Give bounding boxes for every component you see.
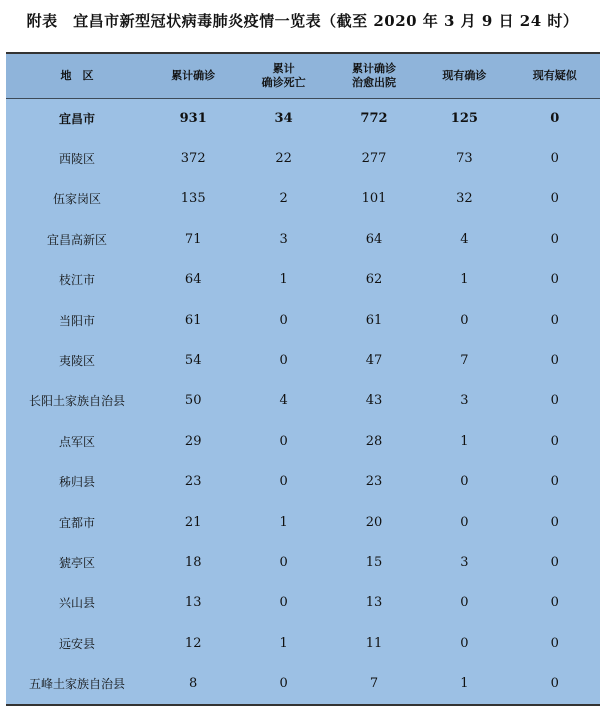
cumulative-deaths-cell: 0 bbox=[279, 433, 288, 449]
current-suspected-cell: 0 bbox=[550, 433, 559, 449]
cumulative-confirmed-cell: 931 bbox=[179, 110, 207, 126]
cumulative-confirmed-cell: 18 bbox=[184, 554, 202, 570]
cumulative-recovered-cell: 43 bbox=[365, 393, 383, 409]
header-current-confirmed-label: 现有确诊 bbox=[442, 68, 487, 82]
cumulative-confirmed-cell: 64 bbox=[184, 272, 202, 288]
header-cumulative-confirmed bbox=[148, 54, 238, 98]
cumulative-confirmed-cell: 135 bbox=[180, 191, 206, 207]
current-suspected-cell: 0 bbox=[550, 514, 559, 530]
current-confirmed-cell: 32 bbox=[456, 191, 473, 207]
cumulative-recovered-cell: 20 bbox=[365, 514, 383, 530]
region-cell: 伍家岗区 bbox=[52, 192, 101, 207]
cumulative-deaths-cell: 0 bbox=[279, 474, 288, 490]
cumulative-deaths-cell: 0 bbox=[279, 353, 288, 369]
region-cell: 宜都市 bbox=[58, 515, 95, 530]
current-confirmed-cell: 0 bbox=[460, 514, 469, 530]
table-row bbox=[6, 219, 600, 259]
cumulative-confirmed-cell: 21 bbox=[184, 514, 202, 530]
current-confirmed-cell: 0 bbox=[460, 635, 469, 651]
region-cell: 西陵区 bbox=[58, 152, 95, 167]
table-row bbox=[6, 421, 600, 461]
current-suspected-cell: 0 bbox=[550, 353, 559, 369]
cumulative-recovered-cell: 13 bbox=[365, 595, 383, 611]
current-suspected-cell: 0 bbox=[550, 474, 559, 490]
current-confirmed-cell: 1 bbox=[460, 272, 469, 288]
cumulative-recovered-cell: 62 bbox=[365, 272, 383, 288]
region-cell: 点军区 bbox=[58, 434, 95, 449]
current-confirmed-cell: 73 bbox=[456, 151, 473, 167]
current-suspected-cell: 0 bbox=[550, 595, 559, 611]
cumulative-deaths-cell: 34 bbox=[274, 110, 293, 126]
table-row-total bbox=[6, 98, 600, 138]
cumulative-recovered-cell: 772 bbox=[360, 110, 388, 126]
region-cell: 宜昌市 bbox=[58, 111, 95, 126]
table-row bbox=[6, 542, 600, 582]
current-confirmed-cell: 1 bbox=[460, 433, 469, 449]
table-row bbox=[6, 583, 600, 623]
cumulative-confirmed-cell: 29 bbox=[184, 433, 202, 449]
header-row bbox=[6, 54, 600, 98]
current-confirmed-cell: 0 bbox=[460, 474, 469, 490]
table-row bbox=[6, 138, 600, 178]
header-current-suspected-label: 现有疑似 bbox=[532, 68, 577, 82]
cumulative-confirmed-cell: 71 bbox=[184, 231, 202, 247]
cumulative-recovered-cell: 64 bbox=[365, 231, 383, 247]
cumulative-recovered-cell: 23 bbox=[365, 474, 383, 490]
header-current-confirmed bbox=[419, 54, 509, 98]
current-suspected-cell: 0 bbox=[550, 191, 559, 207]
cumulative-recovered-cell: 101 bbox=[361, 191, 387, 207]
header-cumulative-confirmed-label: 累计确诊 bbox=[171, 68, 216, 82]
cumulative-deaths-cell: 22 bbox=[275, 151, 292, 167]
region-cell: 长阳土家族自治县 bbox=[28, 394, 125, 409]
current-suspected-cell: 0 bbox=[550, 312, 559, 328]
cumulative-deaths-cell: 4 bbox=[279, 393, 288, 409]
epidemic-table-container bbox=[6, 52, 600, 706]
current-confirmed-cell: 125 bbox=[450, 110, 478, 126]
cumulative-deaths-cell: 1 bbox=[279, 635, 288, 651]
region-cell: 猇亭区 bbox=[58, 555, 95, 570]
region-cell: 兴山县 bbox=[58, 596, 95, 611]
table-header bbox=[6, 54, 600, 98]
header-cumulative-deaths bbox=[238, 54, 328, 98]
cumulative-confirmed-cell: 8 bbox=[189, 676, 198, 692]
cumulative-recovered-cell: 61 bbox=[365, 312, 383, 328]
table-row bbox=[6, 663, 600, 704]
cumulative-confirmed-cell: 12 bbox=[184, 635, 202, 651]
cumulative-recovered-cell: 28 bbox=[365, 433, 383, 449]
current-suspected-cell: 0 bbox=[550, 231, 559, 247]
header-cumulative-deaths-line2: 确诊死亡 bbox=[261, 75, 306, 89]
header-region bbox=[6, 54, 148, 98]
cumulative-confirmed-cell: 54 bbox=[184, 353, 202, 369]
cumulative-confirmed-cell: 372 bbox=[180, 151, 206, 167]
cumulative-confirmed-cell: 13 bbox=[184, 595, 202, 611]
cumulative-recovered-cell: 7 bbox=[369, 676, 379, 692]
header-cumulative-recovered-line2: 治愈出院 bbox=[351, 75, 396, 89]
cumulative-recovered-cell: 11 bbox=[365, 635, 383, 651]
region-cell: 宜昌高新区 bbox=[46, 232, 107, 247]
cumulative-confirmed-cell: 50 bbox=[184, 393, 202, 409]
cumulative-recovered-cell: 47 bbox=[365, 353, 383, 369]
current-confirmed-cell: 1 bbox=[460, 676, 469, 692]
table-row bbox=[6, 462, 600, 502]
table-row bbox=[6, 260, 600, 300]
region-cell: 枝江市 bbox=[58, 273, 95, 288]
current-suspected-cell: 0 bbox=[550, 272, 559, 288]
cumulative-confirmed-cell: 23 bbox=[184, 474, 202, 490]
cumulative-deaths-cell: 2 bbox=[279, 191, 288, 207]
table-row bbox=[6, 502, 600, 542]
current-confirmed-cell: 7 bbox=[460, 353, 469, 369]
current-confirmed-cell: 4 bbox=[460, 231, 469, 247]
region-cell: 夷陵区 bbox=[58, 354, 95, 369]
header-current-suspected bbox=[510, 54, 600, 98]
epidemic-table bbox=[6, 54, 600, 704]
header-cumulative-recovered bbox=[329, 54, 419, 98]
current-suspected-cell: 0 bbox=[550, 393, 559, 409]
table-row bbox=[6, 300, 600, 340]
table-row bbox=[6, 179, 600, 219]
cumulative-deaths-cell: 3 bbox=[279, 231, 288, 247]
cumulative-deaths-cell: 0 bbox=[279, 554, 288, 570]
current-suspected-cell: 0 bbox=[550, 676, 559, 692]
current-confirmed-cell: 3 bbox=[460, 393, 469, 409]
cumulative-recovered-cell: 15 bbox=[365, 554, 383, 570]
table-row bbox=[6, 340, 600, 380]
region-cell: 秭归县 bbox=[58, 475, 95, 490]
cumulative-confirmed-cell: 61 bbox=[184, 312, 202, 328]
page-title: 附表 宜昌市新型冠状病毒肺炎疫情一览表（截至 2020 年 3 月 9 日 24 时） bbox=[26, 12, 579, 30]
table-row bbox=[6, 623, 600, 663]
current-suspected-cell: 0 bbox=[550, 554, 559, 570]
cumulative-deaths-cell: 1 bbox=[279, 514, 288, 530]
cumulative-deaths-cell: 0 bbox=[279, 595, 288, 611]
cumulative-deaths-cell: 0 bbox=[279, 312, 288, 328]
current-suspected-cell: 0 bbox=[550, 635, 559, 651]
region-cell: 远安县 bbox=[58, 636, 95, 651]
current-confirmed-cell: 0 bbox=[460, 595, 469, 611]
header-cumulative-recovered-line1: 累计确诊 bbox=[351, 61, 396, 75]
table-body bbox=[6, 98, 600, 704]
current-confirmed-cell: 3 bbox=[460, 554, 469, 570]
cumulative-recovered-cell: 277 bbox=[361, 151, 387, 167]
region-cell: 五峰土家族自治县 bbox=[28, 677, 125, 692]
current-suspected-cell: 0 bbox=[550, 151, 559, 167]
header-cumulative-deaths-line1: 累计 bbox=[272, 61, 295, 75]
cumulative-deaths-cell: 1 bbox=[279, 272, 288, 288]
table-row bbox=[6, 381, 600, 421]
region-cell: 当阳市 bbox=[58, 313, 95, 328]
current-confirmed-cell: 0 bbox=[460, 312, 469, 328]
current-suspected-cell: 0 bbox=[550, 110, 560, 126]
header-region-label: 地 区 bbox=[60, 68, 94, 82]
cumulative-deaths-cell: 0 bbox=[279, 676, 288, 692]
